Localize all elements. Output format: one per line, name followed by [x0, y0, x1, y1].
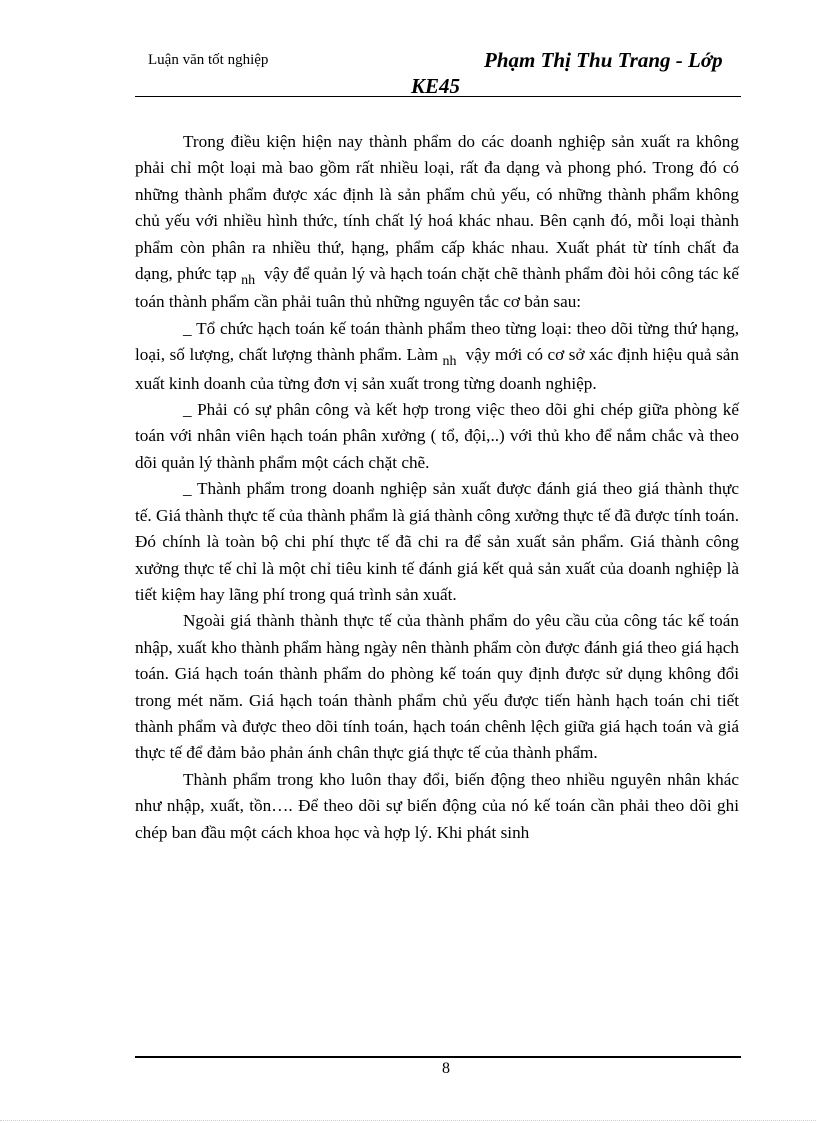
paragraph-1-text-a: Trong điều kiện hiện nay thành phẩm do các doanh nghiệp sản xuất ra không phải chỉ một loại mà bao gồm rất nhiều loại, rất đa dạng và phong phó. Trong đó có những thành phẩm được xác định là sản phẩm chủ yếu, có những thành phẩm không chủ yếu với nhiều hình thức, tính chất lý hoá khác nhau. Bên cạnh đó, mỗi loại thành phẩm còn phân ra nhiều thứ, hạng, phẩm cấp khác nhau. Xuất phát từ tính chất đa dạng, phức tạp: [135, 132, 739, 284]
document-body: [135, 129, 739, 846]
paragraph-2-text-b: vậy mới có cơ sở xác định hiệu quả sản xuất kinh doanh của từng đơn vị sản xuất trong từng doanh nghiệp.: [135, 345, 740, 393]
header-thesis-label: Luận văn tốt nghiệp: [148, 52, 269, 68]
paragraph-2: [135, 316, 739, 397]
header-class-code: KE45: [411, 74, 461, 98]
paragraph-3: _ Phải có sự phân công và kết hợp trong việc theo dõi ghi chép giữa phòng kế toán với nhân viên hạch toán phân xưởng ( tổ, đội,..) với thủ kho để nắm chắc và theo dõi quản lý thành phẩm một cách chặt chẽ.: [135, 400, 739, 472]
page-number: 8: [442, 1060, 450, 1077]
paragraph-2-subscript: nh: [442, 354, 457, 370]
paragraph-2-text-a: _ Tổ chức hạch toán kế toán thành phẩm theo từng loại: theo dõi từng thứ hạng, loại, số lượng, chất lượng thành phẩm. Làm: [135, 318, 739, 365]
page-edge-dotted-line: [0, 1120, 816, 1121]
paragraph-1: [135, 129, 739, 316]
header-divider: [135, 96, 741, 97]
paragraph-5: Ngoài giá thành thành thực tế của thành phẩm do yêu cầu của công tác kế toán nhập, xuất kho thành phẩm hàng ngày nên thành phẩm còn được đánh giá theo giá hạch toán. Giá hạch toán thành phẩm do phòng kế toán quy định được sử dụng không đổi trong mét năm. Giá hạch toán thành phẩm chủ yếu được tiến hành hạch toán chi tiết thành phẩm và được theo dõi tính toán, hạch toán chênh lệch giữa giá hạch toán và giá thực tế để đảm bảo phản ánh chân thực giá thực tế của thành phẩm.: [135, 611, 739, 763]
paragraph-4: _ Thành phẩm trong doanh nghiệp sản xuất được đánh giá theo giá thành thực tế. Giá thành thực tế của thành phẩm là giá thành công xưởng thực tế đã được tính toán. Đó chính là toàn bộ chi phí thực tế đã chi ra để sản xuất sản phẩm. Giá thành công xưởng thực tế chỉ là một chỉ tiêu kinh tế đánh giá kết quả sản xuất của doanh nghiệp là tiết kiệm hay lãng phí trong quá trình sản xuất.: [135, 479, 739, 604]
paragraph-1-subscript: nh: [241, 273, 256, 289]
paragraph-1-text-b: vậy để quản lý và hạch toán chặt chẽ thành phẩm đòi hỏi công tác kế toán thành phẩm cần phải tuân thủ những nguyên tắc cơ bản sau:: [135, 264, 740, 312]
header-author-name: Phạm Thị Thu Trang - Lớp: [484, 48, 723, 72]
footer-divider: [135, 1056, 741, 1058]
paragraph-6: Thành phẩm trong kho luôn thay đổi, biến động theo nhiều nguyên nhân khác như nhập, xuất, tồn…. Để theo dõi sự biến động của nó kế toán cần phải theo dõi ghi chép ban đầu một cách khoa học và hợp lý. Khi phát sinh: [135, 769, 739, 842]
